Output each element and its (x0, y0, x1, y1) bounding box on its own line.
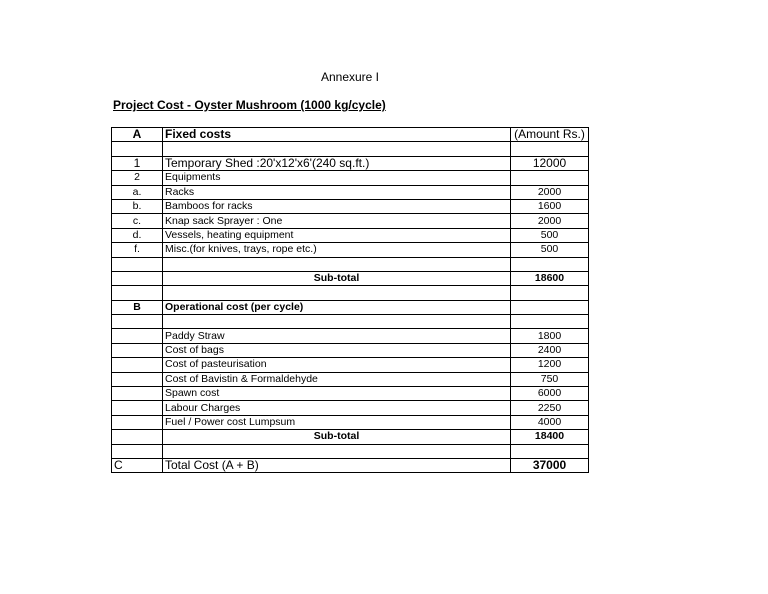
row-number: 2 (112, 171, 163, 185)
table-row (112, 171, 589, 185)
row-number: d. (112, 228, 163, 242)
table-row (112, 199, 589, 213)
row-number: a. (112, 185, 163, 199)
row-description: Paddy Straw (163, 329, 511, 343)
row-description: Labour Charges (163, 401, 511, 415)
table-row (112, 343, 589, 357)
spacer-row (112, 286, 589, 300)
table-row (112, 185, 589, 199)
row-amount: 4000 (511, 415, 589, 429)
page-title: Project Cost - Oyster Mushroom (1000 kg/cycle) (113, 98, 386, 112)
table-header-row (112, 128, 589, 142)
row-amount: 1800 (511, 329, 589, 343)
row-description: Bamboos for racks (163, 199, 511, 213)
row-description: Temporary Shed :20'x12'x6'(240 sq.ft.) (163, 156, 511, 170)
subtotal-label: Sub-total (163, 271, 511, 285)
section-b-label: B (112, 300, 163, 314)
fixed-costs-heading: Fixed costs (163, 128, 511, 142)
row-amount: 2000 (511, 185, 589, 199)
subtotal-amount: 18600 (511, 271, 589, 285)
row-amount: 750 (511, 372, 589, 386)
row-description: Knap sack Sprayer : One (163, 214, 511, 228)
spacer-row (112, 315, 589, 329)
row-amount: 2250 (511, 401, 589, 415)
row-description: Cost of bags (163, 343, 511, 357)
row-amount: 1600 (511, 199, 589, 213)
fixed-subtotal-row (112, 271, 589, 285)
operational-cost-heading: Operational cost (per cycle) (163, 300, 511, 314)
row-number: b. (112, 199, 163, 213)
spacer-row (112, 257, 589, 271)
spacer-row (112, 444, 589, 458)
table-row (112, 214, 589, 228)
table-row (112, 401, 589, 415)
row-description: Fuel / Power cost Lumpsum (163, 415, 511, 429)
total-cost-amount: 37000 (511, 458, 589, 472)
row-amount: 6000 (511, 387, 589, 401)
row-description: Racks (163, 185, 511, 199)
section-a-label: A (112, 128, 163, 142)
row-amount: 500 (511, 243, 589, 257)
subtotal-amount: 18400 (511, 430, 589, 444)
amount-column-heading: (Amount Rs.) (511, 128, 589, 142)
table-row (112, 243, 589, 257)
row-amount: 12000 (511, 156, 589, 170)
row-description: Cost of pasteurisation (163, 358, 511, 372)
row-number: f. (112, 243, 163, 257)
row-amount: 2000 (511, 214, 589, 228)
row-amount: 2400 (511, 343, 589, 357)
annexure-label: Annexure I (320, 70, 380, 84)
project-cost-table (111, 127, 589, 473)
row-number: c. (112, 214, 163, 228)
table-row (112, 228, 589, 242)
row-description: Equipments (163, 171, 511, 185)
row-amount: 1200 (511, 358, 589, 372)
table-row (112, 372, 589, 386)
table-row (112, 329, 589, 343)
row-amount: 500 (511, 228, 589, 242)
row-description: Vessels, heating equipment (163, 228, 511, 242)
row-description: Cost of Bavistin & Formaldehyde (163, 372, 511, 386)
operational-subtotal-row (112, 430, 589, 444)
table-row (112, 415, 589, 429)
row-number: 1 (112, 156, 163, 170)
subtotal-label: Sub-total (163, 430, 511, 444)
table-row (112, 156, 589, 170)
row-amount (511, 171, 589, 185)
section-c-label: C (112, 458, 163, 472)
table-row (112, 387, 589, 401)
total-cost-label: Total Cost (A + B) (163, 458, 511, 472)
table-row (112, 358, 589, 372)
spacer-row (112, 142, 589, 156)
operational-header-row (112, 300, 589, 314)
row-description: Misc.(for knives, trays, rope etc.) (163, 243, 511, 257)
total-row (112, 458, 589, 472)
row-description: Spawn cost (163, 387, 511, 401)
